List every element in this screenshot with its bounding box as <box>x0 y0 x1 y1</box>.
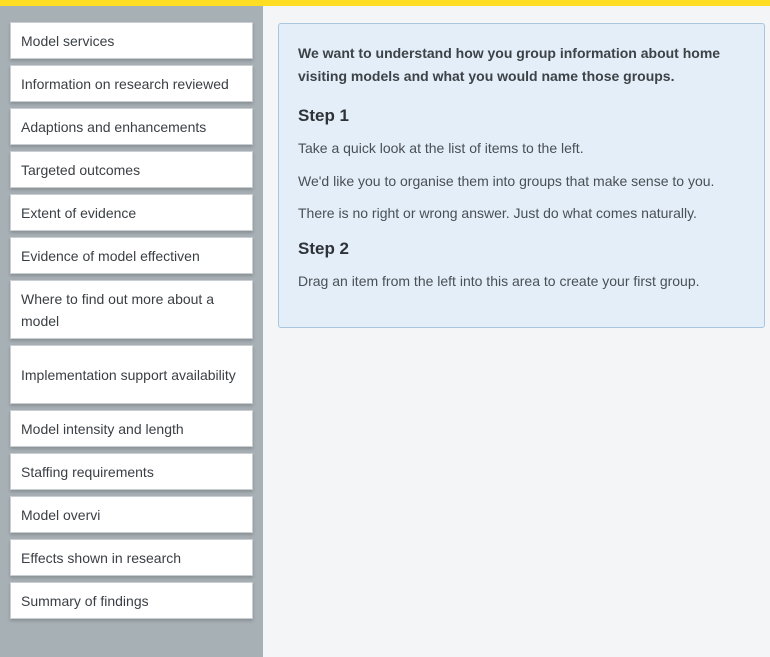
card-item[interactable] <box>10 453 253 490</box>
card-item[interactable] <box>10 280 253 339</box>
card-item[interactable] <box>10 539 253 576</box>
card-item[interactable] <box>10 65 253 102</box>
card-item[interactable] <box>10 22 253 59</box>
card-label: Implementation support availability <box>21 366 236 383</box>
card-label: Information on research reviewed <box>21 75 229 92</box>
card-item[interactable] <box>10 151 253 188</box>
card-label: Staffing requirements <box>21 463 154 480</box>
card-item[interactable] <box>10 108 253 145</box>
card-label: Extent of evidence <box>21 204 137 221</box>
card-item[interactable] <box>10 194 253 231</box>
card-item[interactable] <box>10 496 253 533</box>
card-label: Summary of findings <box>21 592 149 609</box>
step-2-line: Drag an item from the left into this area to create your first group. <box>298 273 700 289</box>
intro-text: We want to understand how you group information about home visiting models and what you would name those groups. <box>298 45 721 84</box>
card-label: Model services <box>21 32 115 49</box>
card-label: Targeted outcomes <box>21 161 141 178</box>
step-2-title: Step 2 <box>298 239 350 258</box>
card-label: Effects shown in research <box>21 549 182 566</box>
step-1-title: Step 1 <box>298 106 350 125</box>
card-item[interactable] <box>10 582 253 619</box>
card-item[interactable] <box>10 237 253 274</box>
card-item[interactable] <box>10 345 253 404</box>
step-1-line: We'd like you to organise them into groups that make sense to you. <box>298 173 715 189</box>
card-label: Model intensity and length <box>21 420 184 437</box>
card-item[interactable] <box>10 410 253 447</box>
card-label: Adaptions and enhancements <box>21 118 207 135</box>
card-label: Model overvi <box>21 506 101 523</box>
grouping-drop-area[interactable] <box>263 6 770 657</box>
card-label: Where to find out more about a model <box>21 290 214 329</box>
step-1-line: Take a quick look at the list of items to the left. <box>298 140 584 156</box>
instructions-panel <box>278 23 765 328</box>
card-label: Evidence of model effectiven <box>21 247 200 264</box>
step-1-line: There is no right or wrong answer. Just do what comes naturally. <box>298 205 697 221</box>
card-list <box>0 6 263 657</box>
